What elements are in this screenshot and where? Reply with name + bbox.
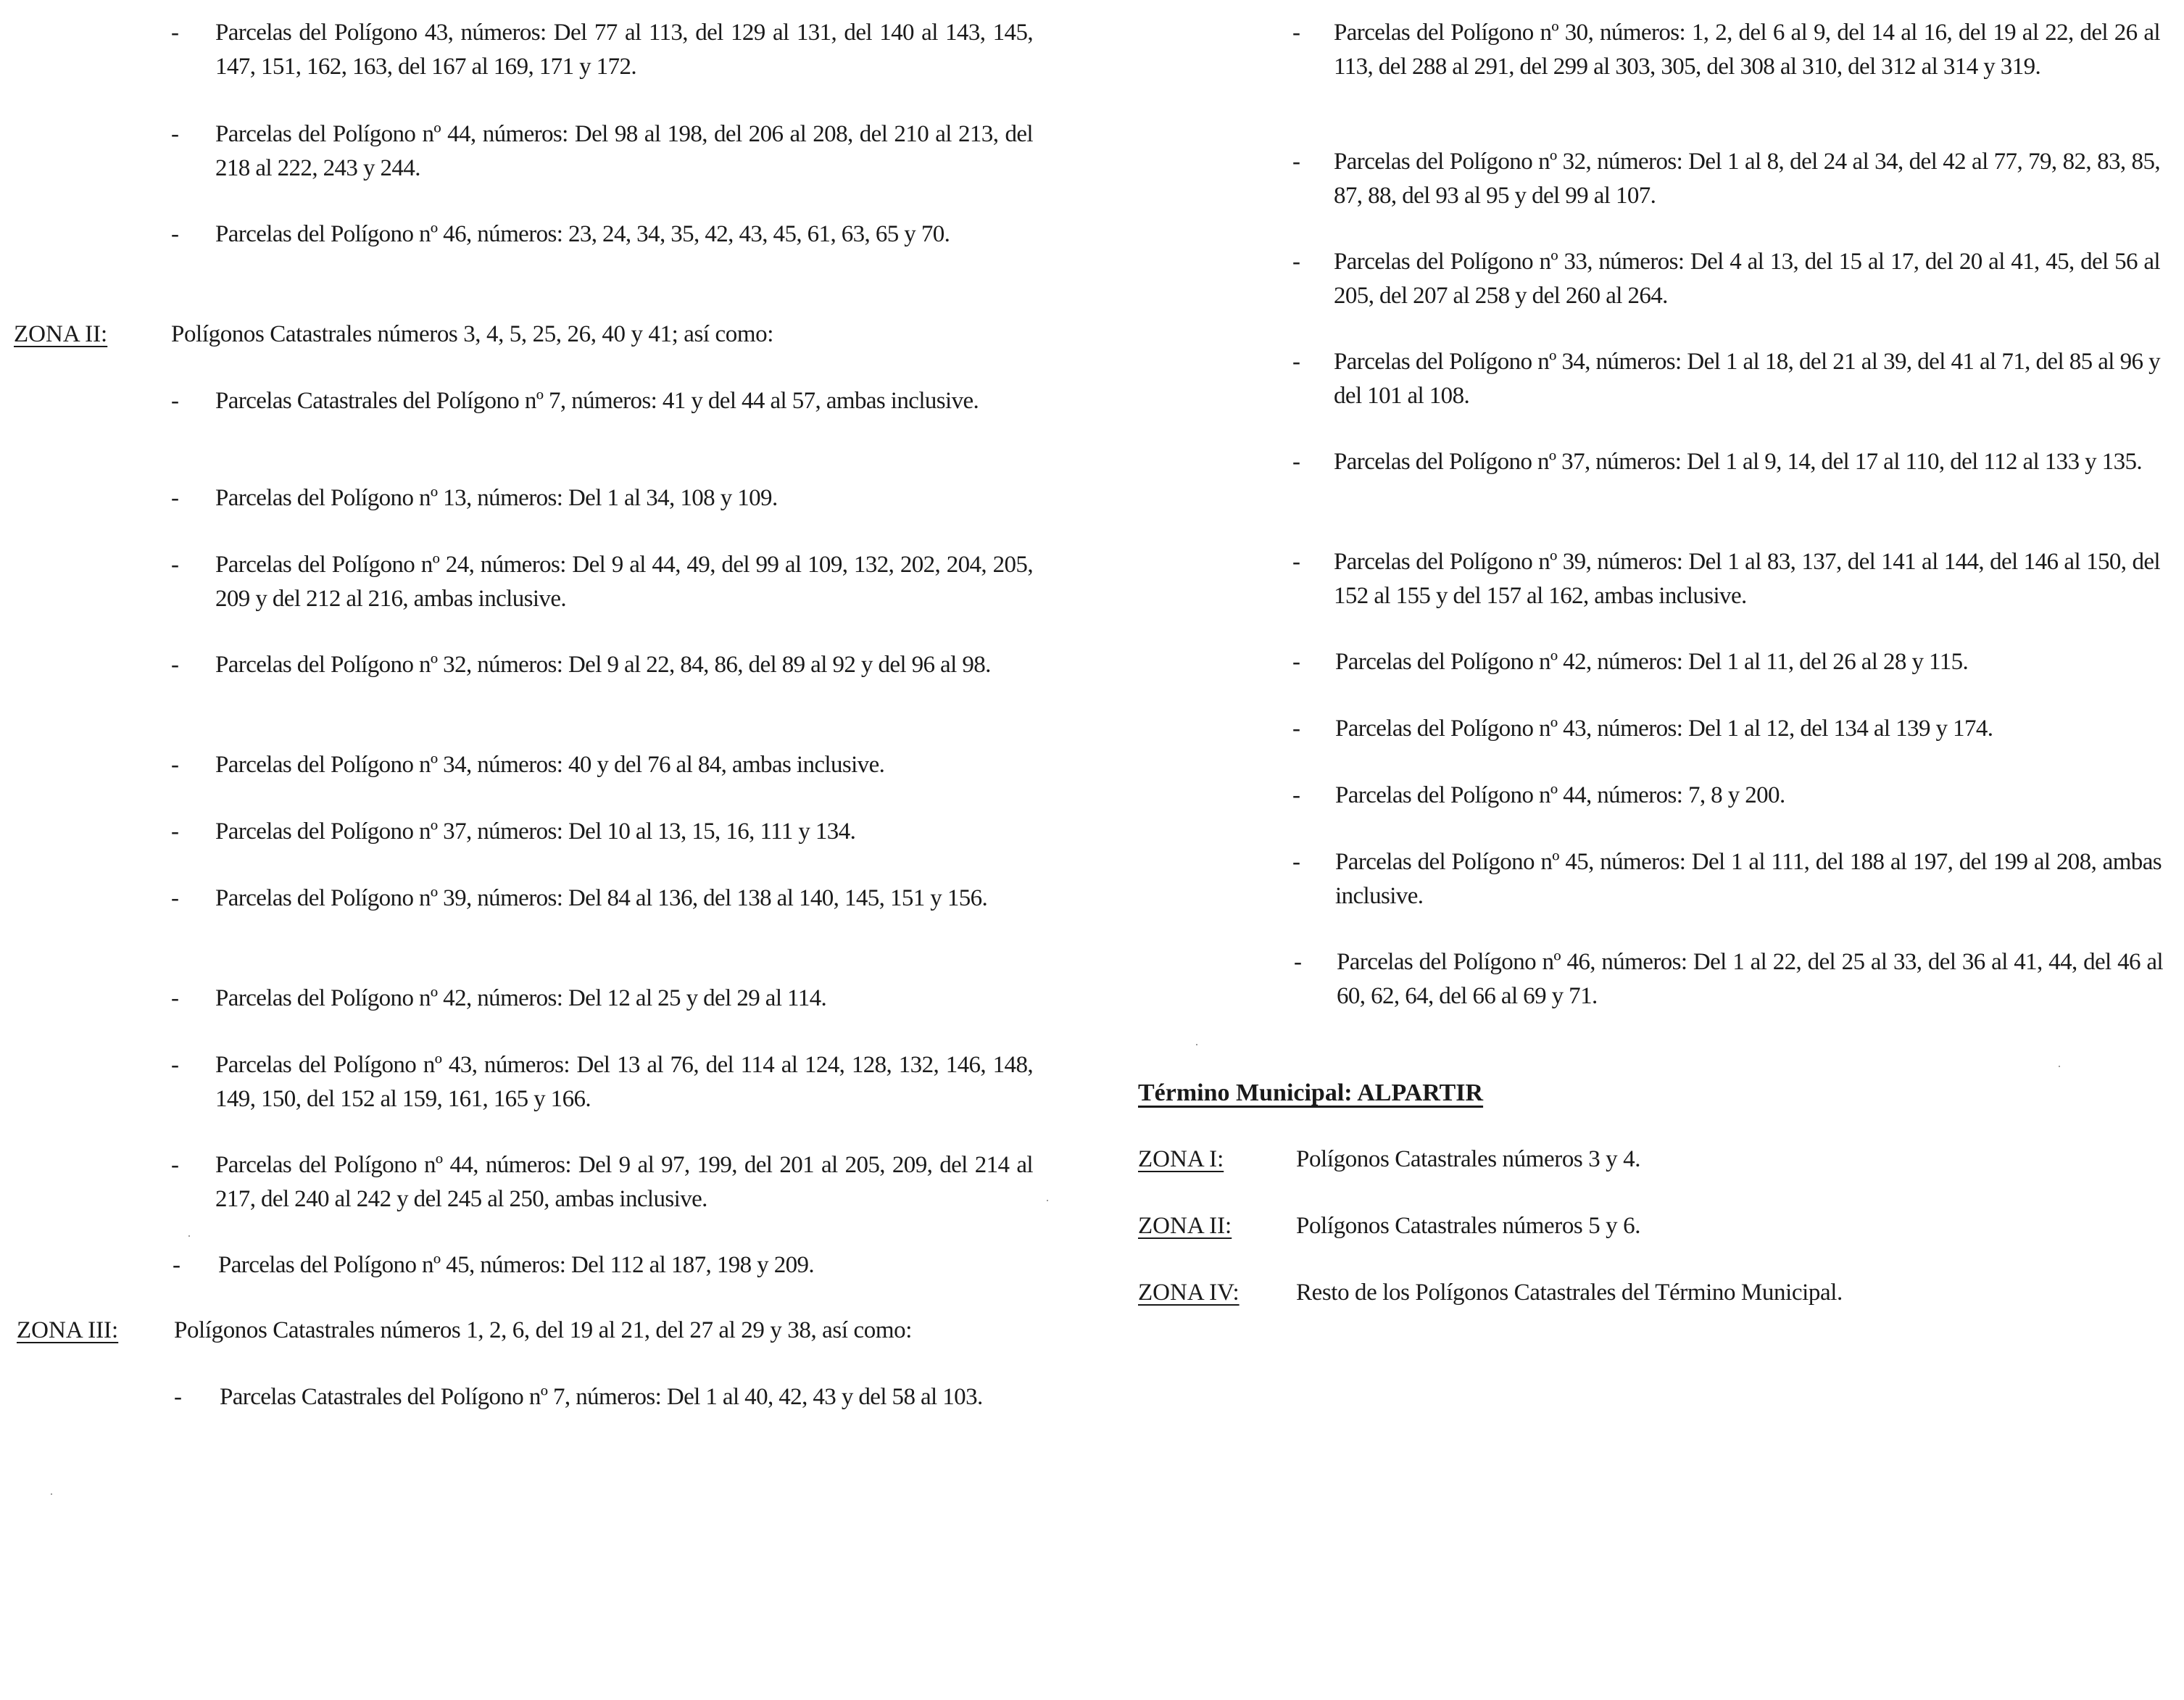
parcel-item-poligono-33: Parcelas del Polígono nº 33, números: Del 4 al 13, del 15 al 17, del 20 al 41, 45, del 56 al 205, del 207 al 258 y del 260 al 264. xyxy=(1334,249,2160,309)
parcel-item-poligono-44: Parcelas del Polígono nº 44, números: Del 98 al 198, del 206 al 208, del 210 al 213, del 218 al 222, 243 y 244. xyxy=(215,121,1033,181)
zona-ii-description: Polígonos Catastrales números 3, 4, 5, 25, 26, 40 y 41; así como: xyxy=(171,321,774,347)
parcel-item-poligono-37: Parcelas del Polígono nº 37, números: Del 1 al 9, 14, del 17 al 110, del 112 al 133 y 135. xyxy=(1334,449,2143,475)
list-bullet: - xyxy=(171,552,179,578)
parcel-item-poligono-43: Parcelas del Polígono nº 43, números: Del 13 al 76, del 114 al 124, 128, 132, 146, 148, 149, 150, del 152 al 159, 161, 165 y 166. xyxy=(215,1052,1033,1112)
list-bullet: - xyxy=(171,985,179,1011)
list-bullet: - xyxy=(171,652,179,678)
scan-speck xyxy=(51,1493,52,1495)
list-bullet: - xyxy=(171,485,179,511)
list-bullet: - xyxy=(171,752,179,778)
parcel-item-poligono-7: Parcelas Catastrales del Polígono nº 7, números: Del 1 al 40, 42, 43 y del 58 al 103. xyxy=(220,1384,983,1410)
scan-speck xyxy=(188,1235,190,1237)
zona-ii-label: ZONA II: xyxy=(14,321,108,347)
parcel-item-poligono-43: Parcelas del Polígono nº 43, números: Del 1 al 12, del 134 al 139 y 174. xyxy=(1335,716,1993,742)
list-bullet: - xyxy=(1292,649,1300,675)
list-bullet: - xyxy=(1294,949,1302,975)
list-bullet: - xyxy=(171,388,179,414)
alpartir-zona-ii-label: ZONA II: xyxy=(1138,1213,1232,1239)
list-bullet: - xyxy=(1292,782,1300,808)
parcel-item-poligono-42: Parcelas del Polígono nº 42, números: Del 12 al 25 y del 29 al 114. xyxy=(215,985,827,1011)
parcel-item-poligono-13: Parcelas del Polígono nº 13, números: Del 1 al 34, 108 y 109. xyxy=(215,485,778,511)
scan-speck xyxy=(1047,1200,1048,1201)
parcel-item-poligono-24: Parcelas del Polígono nº 24, números: Del 9 al 44, 49, del 99 al 109, 132, 202, 204, 205, 209 y del 212 al 216, ambas inclusive. xyxy=(215,552,1033,612)
parcel-item-poligono-34: Parcelas del Polígono nº 34, números: 40 y del 76 al 84, ambas inclusive. xyxy=(215,752,885,778)
municipality-heading: Término Municipal: ALPARTIR xyxy=(1138,1079,1484,1106)
list-bullet: - xyxy=(1292,349,1300,375)
list-bullet: - xyxy=(171,20,179,46)
scan-speck xyxy=(1196,1044,1197,1045)
list-bullet: - xyxy=(174,1384,182,1410)
parcel-item-poligono-42: Parcelas del Polígono nº 42, números: Del 1 al 11, del 26 al 28 y 115. xyxy=(1335,649,1969,675)
parcel-item-poligono-34: Parcelas del Polígono nº 34, números: Del 1 al 18, del 21 al 39, del 41 al 71, del 85 al 96 y del 101 al 108. xyxy=(1334,349,2160,409)
parcel-item-poligono-39: Parcelas del Polígono nº 39, números: Del 1 al 83, 137, del 141 al 144, del 146 al 150, del 152 al 155 y del 157 al 162, ambas inclusive. xyxy=(1334,549,2160,609)
parcel-item-poligono-43: Parcelas del Polígono 43, números: Del 77 al 113, del 129 al 131, del 140 al 143, 145, 147, 151, 162, 163, del 167 al 169, 171 y 172. xyxy=(215,20,1033,80)
list-bullet: - xyxy=(171,221,179,247)
parcel-item-poligono-45: Parcelas del Polígono nº 45, números: Del 112 al 187, 198 y 209. xyxy=(218,1252,815,1278)
parcel-item-poligono-32: Parcelas del Polígono nº 32, números: Del 1 al 8, del 24 al 34, del 42 al 77, 79, 82, 83, 85, 87, 88, del 93 al 95 y del 99 al 107. xyxy=(1334,149,2160,209)
alpartir-zona-i-description: Polígonos Catastrales números 3 y 4. xyxy=(1296,1146,1641,1172)
list-bullet: - xyxy=(171,121,179,147)
parcel-item-poligono-39: Parcelas del Polígono nº 39, números: Del 84 al 136, del 138 al 140, 145, 151 y 156. xyxy=(215,885,988,911)
list-bullet: - xyxy=(1292,449,1300,475)
list-bullet: - xyxy=(1292,716,1300,742)
alpartir-zona-iv-description: Resto de los Polígonos Catastrales del Término Municipal. xyxy=(1296,1280,1843,1306)
list-bullet: - xyxy=(1292,849,1300,875)
zona-iii-label: ZONA III: xyxy=(17,1317,119,1343)
parcel-item-poligono-44: Parcelas del Polígono nº 44, números: 7, 8 y 200. xyxy=(1335,782,1785,808)
list-bullet: - xyxy=(1292,149,1300,175)
list-bullet: - xyxy=(171,818,179,845)
zona-iii-description: Polígonos Catastrales números 1, 2, 6, del 19 al 21, del 27 al 29 y 38, así como: xyxy=(174,1317,912,1343)
list-bullet: - xyxy=(1292,549,1300,575)
parcel-item-poligono-46: Parcelas del Polígono nº 46, números: 23, 24, 34, 35, 42, 43, 45, 61, 63, 65 y 70. xyxy=(215,221,950,247)
alpartir-zona-i-label: ZONA I: xyxy=(1138,1146,1224,1172)
parcel-item-poligono-45: Parcelas del Polígono nº 45, números: Del 1 al 111, del 188 al 197, del 199 al 208, ambas inclusive. xyxy=(1335,849,2162,909)
alpartir-zona-iv-label: ZONA IV: xyxy=(1138,1280,1240,1306)
alpartir-zona-ii-description: Polígonos Catastrales números 5 y 6. xyxy=(1296,1213,1641,1239)
parcel-item-poligono-46: Parcelas del Polígono nº 46, números: Del 1 al 22, del 25 al 33, del 36 al 41, 44, del 46 al 60, 62, 64, del 66 al 69 y 71. xyxy=(1337,949,2163,1009)
parcel-item-poligono-37: Parcelas del Polígono nº 37, números: Del 10 al 13, 15, 16, 111 y 134. xyxy=(215,818,856,845)
list-bullet: - xyxy=(1292,20,1300,46)
list-bullet: - xyxy=(171,885,179,911)
parcel-item-poligono-44: Parcelas del Polígono nº 44, números: Del 9 al 97, 199, del 201 al 205, 209, del 214 al 217, del 240 al 242 y del 245 al 250, ambas inclusive. xyxy=(215,1152,1033,1212)
parcel-item-poligono-7: Parcelas Catastrales del Polígono nº 7, números: 41 y del 44 al 57, ambas inclusive. xyxy=(215,388,979,414)
scan-speck xyxy=(2059,1066,2060,1067)
list-bullet: - xyxy=(1292,249,1300,275)
list-bullet: - xyxy=(171,1152,179,1178)
parcel-item-poligono-32: Parcelas del Polígono nº 32, números: Del 9 al 22, 84, 86, del 89 al 92 y del 96 al 98. xyxy=(215,652,991,678)
list-bullet: - xyxy=(173,1252,180,1278)
list-bullet: - xyxy=(171,1052,179,1078)
parcel-item-poligono-30: Parcelas del Polígono nº 30, números: 1, 2, del 6 al 9, del 14 al 16, del 19 al 22, del 26 al 113, del 288 al 291, del 299 al 303, 305, del 308 al 310, del 312 al 314 y 319. xyxy=(1334,20,2160,80)
